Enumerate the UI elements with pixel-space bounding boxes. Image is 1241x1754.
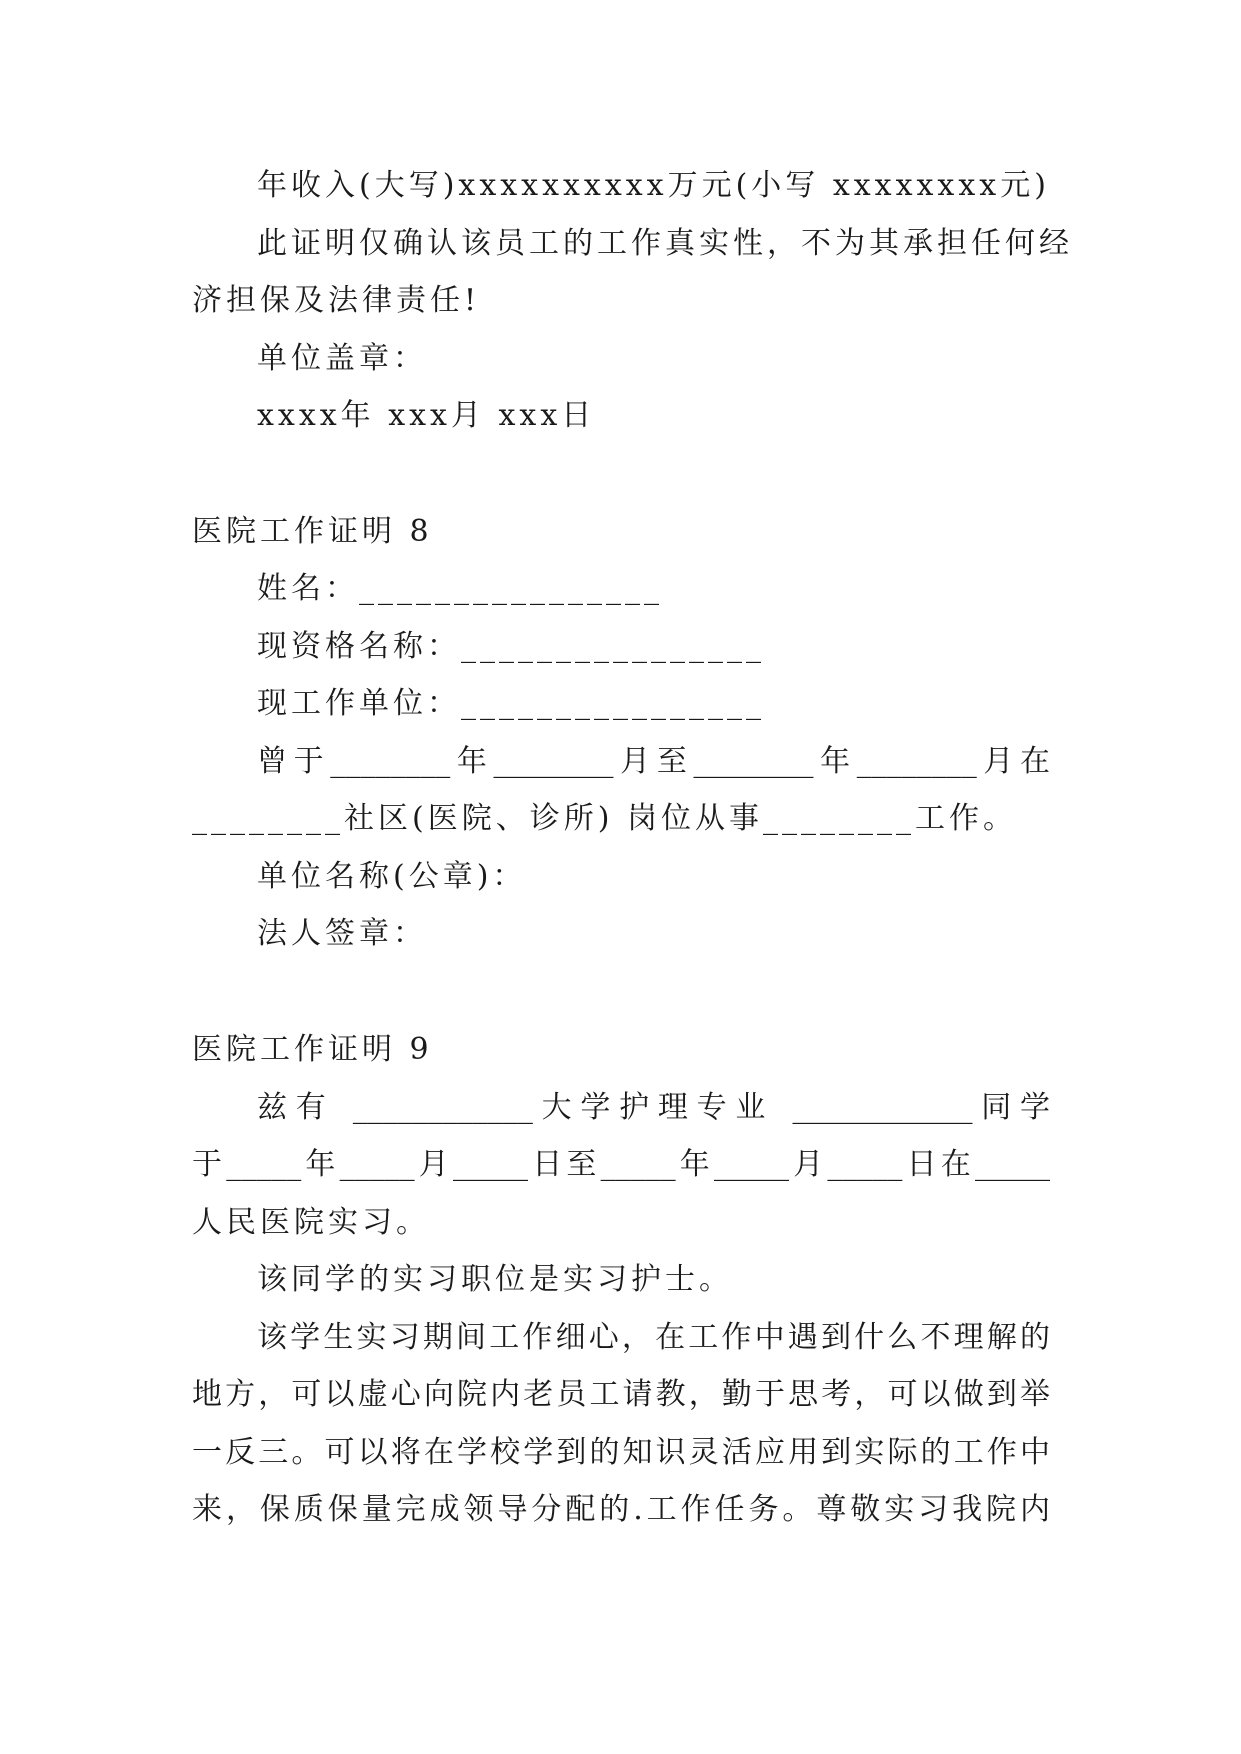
intro-line-2: 于_____年_____月_____日至_____年_____月_____日在_____ (192, 1147, 1050, 1182)
intro-line-1: 兹有 ____________大学护理专业 ____________同学 (257, 1090, 1050, 1125)
evaluation-line-1: 该学生实习期间工作细心，在工作中遇到什么不理解的 (257, 1320, 1050, 1355)
employment-period-line-1: 曾于________年________月至________年________月在 (257, 744, 1050, 779)
section-8-title: 医院工作证明 8 (192, 514, 433, 549)
current-unit-field: 现工作单位：________________ (257, 686, 765, 721)
org-seal-label: 单位名称(公章)： (257, 859, 527, 894)
date-line: xxxx年 xxx月 xxx日 (257, 398, 596, 433)
name-field: 姓名：________________ (257, 571, 663, 606)
income-line: 年收入(大写)xxxxxxxxxx万元(小写 xxxxxxxx元) (257, 168, 1050, 203)
disclaimer-line-1: 此证明仅确认该员工的工作真实性，不为其承担任何经 (257, 226, 1073, 261)
position-line: 该同学的实习职位是实习护士。 (257, 1262, 733, 1297)
section-9-title: 医院工作证明 9 (192, 1032, 433, 1067)
evaluation-line-4: 来，保质保量完成领导分配的.工作任务。尊敬实习我院内 (192, 1492, 1050, 1527)
qualification-field: 现资格名称：________________ (257, 629, 765, 664)
seal-label: 单位盖章： (257, 341, 427, 376)
evaluation-line-3: 一反三。可以将在学校学到的知识灵活应用到实际的工作中 (192, 1435, 1050, 1470)
intro-line-3: 人民医院实习。 (192, 1205, 430, 1240)
legal-sign-label: 法人签章： (257, 916, 427, 951)
employment-period-line-2: ________社区(医院、诊所) 岗位从事________工作。 (192, 801, 1017, 836)
evaluation-line-2: 地方，可以虚心向院内老员工请教，勤于思考，可以做到举 (192, 1377, 1050, 1412)
disclaimer-line-2: 济担保及法律责任! (192, 283, 481, 318)
